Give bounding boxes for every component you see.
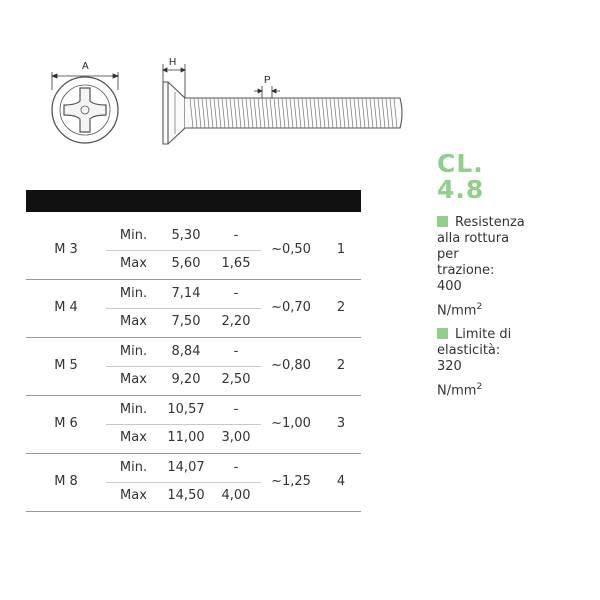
p-cell: ~0,80 xyxy=(271,358,311,373)
header-a: A xyxy=(181,4,191,17)
a-min-cell: 10,57 xyxy=(167,402,205,417)
limit-max-label: Max xyxy=(120,430,147,445)
p-cell: ~1,25 xyxy=(271,474,311,489)
row-divider xyxy=(26,279,361,280)
resistenza-line-4: trazione: xyxy=(437,263,495,278)
header-p: P xyxy=(286,4,296,17)
resistenza-line-1: Resistenza xyxy=(455,215,525,230)
p-cell: ~1,00 xyxy=(271,416,311,431)
screw-drawing xyxy=(0,0,600,170)
h-max-cell: 2,20 xyxy=(221,314,251,329)
diametro-cell: M 3 xyxy=(54,242,78,257)
ph-cell: 2 xyxy=(336,358,346,373)
limit-min-label: Min. xyxy=(119,402,148,417)
p-cell: ~0,50 xyxy=(271,242,311,257)
limit-min-label: Min. xyxy=(119,228,148,243)
class-line-1: CL. xyxy=(437,149,484,178)
a-max-cell: 14,50 xyxy=(167,488,205,503)
header-limiti: Limiti xyxy=(115,4,152,17)
header-diametri: Diametri xyxy=(39,4,93,17)
h-min-cell: - xyxy=(233,344,239,359)
a-min-cell: 5,30 xyxy=(171,228,201,243)
screw-head-top-view xyxy=(52,77,118,143)
a-max-cell: 5,60 xyxy=(171,256,201,271)
row-divider xyxy=(26,453,361,454)
resistenza-block xyxy=(437,215,525,295)
a-max-cell: 9,20 xyxy=(171,372,201,387)
header-h: H xyxy=(231,4,241,17)
dimension-p xyxy=(254,86,280,98)
screw-side-view xyxy=(163,82,402,144)
row-inner-divider xyxy=(106,424,261,425)
limit-max-label: Max xyxy=(120,372,147,387)
limite-value: 320 xyxy=(437,359,462,374)
row-divider xyxy=(26,511,361,512)
ph-cell: 4 xyxy=(336,474,346,489)
h-max-cell: 2,50 xyxy=(221,372,251,387)
label-p: P xyxy=(264,75,271,86)
h-max-cell: 1,65 xyxy=(221,256,251,271)
h-min-cell: - xyxy=(233,228,239,243)
h-max-cell: 3,00 xyxy=(221,430,251,445)
h-min-cell: - xyxy=(233,460,239,475)
limite-line-1: Limite di xyxy=(455,327,512,342)
h-max-cell: 4,00 xyxy=(221,488,251,503)
row-divider xyxy=(26,395,361,396)
label-h: H xyxy=(169,57,177,68)
limit-max-label: Max xyxy=(120,256,147,271)
h-min-cell: - xyxy=(233,286,239,301)
ph-cell: 3 xyxy=(336,416,346,431)
resistenza-line-2: alla rottura xyxy=(437,231,510,246)
row-inner-divider xyxy=(106,366,261,367)
limit-min-label: Min. xyxy=(119,286,148,301)
limite-line-2: elasticità: xyxy=(437,343,501,358)
h-min-cell: - xyxy=(233,402,239,417)
diametro-cell: M 4 xyxy=(54,300,78,315)
a-min-cell: 8,84 xyxy=(171,344,201,359)
limite-block xyxy=(437,327,511,375)
limite-unit: $N/mm^2$ xyxy=(437,382,483,399)
green-square-icon xyxy=(437,328,448,339)
a-min-cell: 7,14 xyxy=(171,286,201,301)
table-header xyxy=(26,190,361,212)
label-a: A xyxy=(82,61,89,72)
ph-cell: 1 xyxy=(336,242,346,257)
green-square-icon xyxy=(437,216,448,227)
resistenza-unit: $N/mm^2$ xyxy=(437,302,483,319)
diametro-cell: M 5 xyxy=(54,358,78,373)
row-divider xyxy=(26,337,361,338)
class-line-2: 4.8 xyxy=(437,175,485,204)
header-ph: PH xyxy=(332,4,350,17)
resistenza-value: 400 xyxy=(437,279,462,294)
limit-max-label: Max xyxy=(120,488,147,503)
diametro-cell: M 6 xyxy=(54,416,78,431)
a-max-cell: 7,50 xyxy=(171,314,201,329)
diametro-cell: M 8 xyxy=(54,474,78,489)
a-max-cell: 11,00 xyxy=(167,430,205,445)
a-min-cell: 14,07 xyxy=(167,460,205,475)
row-inner-divider xyxy=(106,308,261,309)
ph-cell: 2 xyxy=(336,300,346,315)
p-cell: ~0,70 xyxy=(271,300,311,315)
limit-max-label: Max xyxy=(120,314,147,329)
row-inner-divider xyxy=(106,482,261,483)
resistenza-line-3: per xyxy=(437,247,459,262)
row-inner-divider xyxy=(106,250,261,251)
limit-min-label: Min. xyxy=(119,344,148,359)
limit-min-label: Min. xyxy=(119,460,148,475)
